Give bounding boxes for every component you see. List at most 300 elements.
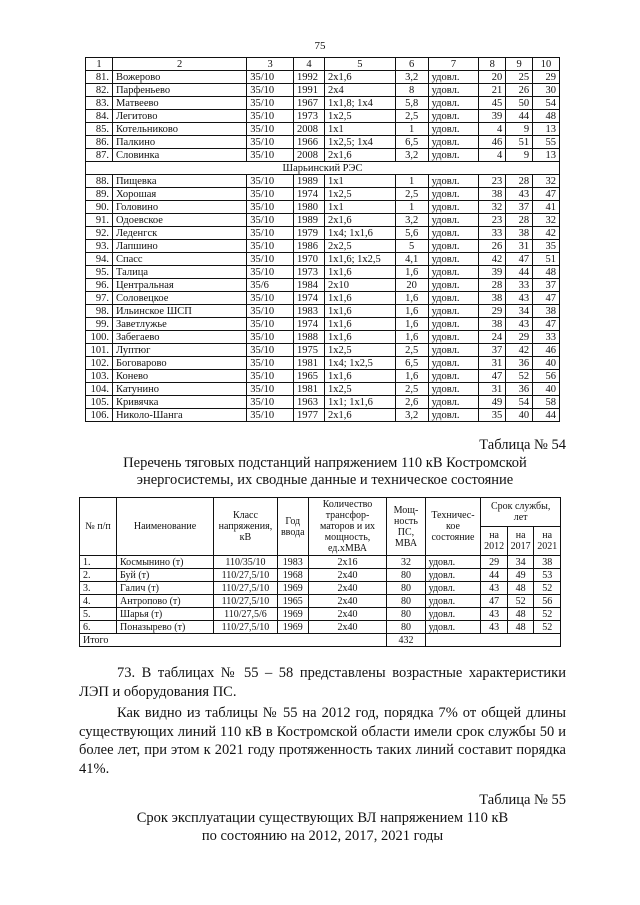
table-row (80, 569, 561, 582)
table-cell: Головино (112, 201, 246, 214)
table-cell: 2х1,6 (324, 149, 395, 162)
table-cell: 47 (481, 595, 508, 608)
table-cell: 82. (86, 84, 113, 97)
page-number: 75 (314, 40, 326, 52)
table-cell: 1,6 (395, 266, 428, 279)
table-row (86, 149, 560, 162)
table-cell: 1х1,8; 1х4 (324, 97, 395, 110)
table-cell: 110/27,5/10 (214, 595, 278, 608)
table-row (80, 621, 561, 634)
table-cell: 36 (506, 357, 533, 370)
table-cell: 29 (481, 556, 508, 569)
table-cell: 9 (506, 58, 533, 71)
table-cell: 92. (86, 227, 113, 240)
table-cell: 106. (86, 409, 113, 422)
table-cell: 98. (86, 305, 113, 318)
table-cell: 35/10 (247, 357, 294, 370)
table-cell: 1,6 (395, 370, 428, 383)
table-cell: 2х16 (308, 556, 387, 569)
table-cell: Космынино (т) (117, 556, 214, 569)
table-cell: 2х40 (308, 595, 387, 608)
table-cell: 1981 (293, 357, 324, 370)
table-cell: 35/10 (247, 370, 294, 383)
table-cell: 49 (507, 569, 534, 582)
table-cell: удовл. (428, 370, 479, 383)
table-cell: удовл. (428, 305, 479, 318)
table-cell: 48 (507, 582, 534, 595)
table-cell: 3,2 (395, 409, 428, 422)
table-cell: удовл. (425, 595, 481, 608)
table-cell: 37 (533, 279, 560, 292)
total-row (80, 634, 561, 647)
table-cell: 46 (533, 344, 560, 357)
table-cell: 25 (506, 71, 533, 84)
table-cell: 33 (506, 279, 533, 292)
table-cell: 44 (481, 569, 508, 582)
table-cell: 2х10 (324, 279, 395, 292)
table-cell: 1973 (293, 266, 324, 279)
table-cell: 95. (86, 266, 113, 279)
table-cell: 99. (86, 318, 113, 331)
table-cell: 5 (395, 240, 428, 253)
table-cell: 40 (533, 357, 560, 370)
table-cell: 8 (395, 84, 428, 97)
table-cell: удовл. (428, 214, 479, 227)
table-cell: 90. (86, 201, 113, 214)
table-cell: 47 (533, 318, 560, 331)
table-cell: удовл. (428, 136, 479, 149)
table-cell: 2х2,5 (324, 240, 395, 253)
table-row (86, 227, 560, 240)
substations-table-continued (85, 57, 560, 422)
table-cell: 43 (481, 621, 508, 634)
table-cell: 40 (506, 409, 533, 422)
table-cell: 35/10 (247, 97, 294, 110)
table-cell: 35/10 (247, 149, 294, 162)
table-cell: 35/10 (247, 123, 294, 136)
table-cell: 1981 (293, 383, 324, 396)
table-cell: 1974 (293, 292, 324, 305)
table-cell: Парфеньево (112, 84, 246, 97)
table-cell: 88. (86, 175, 113, 188)
table-cell: 55 (533, 136, 560, 149)
table-cell: 4 (293, 58, 324, 71)
table-cell: 43 (506, 292, 533, 305)
table-cell: 29 (479, 305, 506, 318)
table-cell: 56 (534, 595, 561, 608)
table-row (86, 409, 560, 422)
table-cell: 80 (387, 608, 425, 621)
table-row (86, 279, 560, 292)
table-cell: 1х1,6 (324, 305, 395, 318)
table-cell: 31 (506, 240, 533, 253)
table-cell: 80 (387, 621, 425, 634)
table-cell: 1989 (293, 214, 324, 227)
table-cell: 1х1 (324, 201, 395, 214)
table-cell: 100. (86, 331, 113, 344)
table-cell: 44 (506, 110, 533, 123)
table-cell: Шарья (т) (117, 608, 214, 621)
table-cell: 35/10 (247, 201, 294, 214)
table-cell: 35/10 (247, 227, 294, 240)
table-cell: Центральная (112, 279, 246, 292)
table-cell: 1х4; 1х2,5 (324, 357, 395, 370)
table-cell: удовл. (428, 331, 479, 344)
table-cell: 2х40 (308, 582, 387, 595)
table-cell: Буй (т) (117, 569, 214, 582)
table-cell: 91. (86, 214, 113, 227)
table-cell: 13 (533, 149, 560, 162)
table-cell: 34 (507, 556, 534, 569)
table-cell: 6. (80, 621, 117, 634)
table-cell: 3,2 (395, 149, 428, 162)
table-cell: удовл. (428, 292, 479, 305)
table-cell: Соловецкое (112, 292, 246, 305)
table-cell: 2х40 (308, 569, 387, 582)
col-state-header: Техничес-кое состояние (425, 498, 481, 556)
table-cell: 35 (479, 409, 506, 422)
table-cell: 26 (479, 240, 506, 253)
table-cell: 35/10 (247, 331, 294, 344)
table-cell: удовл. (428, 123, 479, 136)
table-cell: 83. (86, 97, 113, 110)
table-cell: 2х1,6 (324, 409, 395, 422)
table-cell: 52 (534, 621, 561, 634)
table-cell: удовл. (428, 201, 479, 214)
total-value: 432 (387, 634, 425, 647)
table-cell: 2х40 (308, 621, 387, 634)
table-cell: 35 (533, 240, 560, 253)
table-cell: 35/6 (247, 279, 294, 292)
table-cell: 80 (387, 569, 425, 582)
table-cell: 1965 (293, 370, 324, 383)
table-cell: 37 (479, 344, 506, 357)
table-cell: удовл. (428, 175, 479, 188)
table-54-label: Таблица № 54 (479, 437, 566, 453)
paragraph-73: 73. В таблицах № 55 – 58 представлены возрастные характеристики ЛЭП и оборудования ПС. (79, 665, 566, 700)
table-cell: 33 (479, 227, 506, 240)
table-cell: 101. (86, 344, 113, 357)
table-cell: 44 (506, 266, 533, 279)
table-cell: 56 (533, 370, 560, 383)
table-cell: 35/10 (247, 396, 294, 409)
table-cell: 38 (534, 556, 561, 569)
table-cell: Ильинское ШСП (112, 305, 246, 318)
table-cell: 47 (506, 253, 533, 266)
table-cell: 3,2 (395, 214, 428, 227)
table-cell: 3. (80, 582, 117, 595)
table-cell: 1х1,6 (324, 370, 395, 383)
table-cell: 1х2,5 (324, 110, 395, 123)
table-cell: 4 (479, 123, 506, 136)
table-cell: 94. (86, 253, 113, 266)
table-cell: 1х1; 1х1,6 (324, 396, 395, 409)
table-cell: 52 (506, 370, 533, 383)
table-cell: 42 (533, 227, 560, 240)
table-cell: 1 (395, 201, 428, 214)
table-cell: 102. (86, 357, 113, 370)
table-cell: Боговарово (112, 357, 246, 370)
table-cell: 5,8 (395, 97, 428, 110)
table-cell: 53 (534, 569, 561, 582)
table-cell: 10 (533, 58, 560, 71)
table-cell: удовл. (425, 582, 481, 595)
table-cell: 34 (506, 305, 533, 318)
table-row (86, 357, 560, 370)
table-cell: 51 (533, 253, 560, 266)
table-row (86, 292, 560, 305)
table-row (80, 595, 561, 608)
table-cell: 2,5 (395, 110, 428, 123)
table-55-title-line2: по состоянию на 2012, 2017, 2021 годы (201, 828, 444, 844)
table-cell: 38 (506, 227, 533, 240)
table-cell: 1986 (293, 240, 324, 253)
table-cell: 32 (533, 175, 560, 188)
table-cell: 48 (507, 608, 534, 621)
table-cell: 23 (479, 175, 506, 188)
table-cell: 52 (507, 595, 534, 608)
table-row (86, 136, 560, 149)
table-cell: 47 (533, 292, 560, 305)
table-cell: Вожерово (112, 71, 246, 84)
col-year-header: Год ввода (277, 498, 308, 556)
table-row (86, 331, 560, 344)
table-cell: удовл. (428, 227, 479, 240)
table-cell: 42 (506, 344, 533, 357)
table-cell: 6,5 (395, 136, 428, 149)
table-cell: удовл. (428, 383, 479, 396)
table-cell: 28 (506, 175, 533, 188)
table-cell: Забегаево (112, 331, 246, 344)
table-cell: 35/10 (247, 214, 294, 227)
traction-substations-table (79, 497, 561, 647)
table-cell: 20 (395, 279, 428, 292)
table-cell: удовл. (428, 188, 479, 201)
table-cell: 35/10 (247, 253, 294, 266)
col-2017-header: на 2017 (507, 527, 534, 556)
table-54-title: Перечень тяговых подстанций напряжением 110 кВ Костромской энергосистемы, их сводные данные и техническое состояние (123, 455, 527, 488)
table-cell: 2х1,6 (324, 214, 395, 227)
table-cell: 21 (479, 84, 506, 97)
table-cell: удовл. (428, 409, 479, 422)
table-cell: 29 (506, 331, 533, 344)
table-cell: 35/10 (247, 136, 294, 149)
table-cell: 1х1,6; 1х2,5 (324, 253, 395, 266)
table-cell: 86. (86, 136, 113, 149)
table-row (86, 123, 560, 136)
table-cell: Пищевка (112, 175, 246, 188)
table-cell: 38 (533, 305, 560, 318)
table-cell: 35/10 (247, 318, 294, 331)
table-row (86, 383, 560, 396)
table-cell: 9 (506, 123, 533, 136)
table-cell: Луптюг (112, 344, 246, 357)
table-cell: 30 (533, 84, 560, 97)
table-cell: 1991 (293, 84, 324, 97)
table-cell: 110/27,5/10 (214, 569, 278, 582)
table-cell: 37 (506, 201, 533, 214)
table-cell: 1х4; 1х1,6 (324, 227, 395, 240)
col-count-header: Количество трансфор-маторов и их мощность, ед.хМВА (308, 498, 387, 556)
table-cell: 46 (479, 136, 506, 149)
table-cell: Кривячка (112, 396, 246, 409)
table-cell: 49 (479, 396, 506, 409)
table-cell: 2008 (293, 123, 324, 136)
table-cell: 3,2 (395, 71, 428, 84)
table-cell: 5 (324, 58, 395, 71)
table-cell: удовл. (428, 110, 479, 123)
table-cell: 33 (533, 331, 560, 344)
table-cell: Палкино (112, 136, 246, 149)
table-cell: 43 (481, 582, 508, 595)
table-55-title-line1: Срок эксплуатации существующих ВЛ напряжением 110 кВ (136, 810, 509, 826)
table-cell: 1989 (293, 175, 324, 188)
table-cell: 54 (533, 97, 560, 110)
col-power-header: Мощ-ность ПС, МВА (387, 498, 425, 556)
table-cell: 48 (533, 266, 560, 279)
table-cell: 38 (479, 292, 506, 305)
table-cell: Одоевское (112, 214, 246, 227)
table-cell: 1,6 (395, 305, 428, 318)
table-cell: 28 (506, 214, 533, 227)
table-cell: 39 (479, 266, 506, 279)
table-row (80, 608, 561, 621)
table-cell: 2,5 (395, 383, 428, 396)
table-cell: 1965 (277, 595, 308, 608)
section-row (86, 162, 560, 175)
table-cell: 97. (86, 292, 113, 305)
col-num-header: № п/п (80, 498, 117, 556)
table-cell: Котельниково (112, 123, 246, 136)
table-cell: Спасс (112, 253, 246, 266)
table-cell: удовл. (428, 396, 479, 409)
table-row (86, 214, 560, 227)
table-cell: 35/10 (247, 266, 294, 279)
table-cell: 32 (533, 214, 560, 227)
table-cell: 1 (86, 58, 113, 71)
table-row (86, 110, 560, 123)
table-cell: 1х1,6 (324, 292, 395, 305)
table-cell: 110/27,5/10 (214, 621, 278, 634)
table-cell: 87. (86, 149, 113, 162)
table-cell: 51 (506, 136, 533, 149)
table-cell: Заветлужье (112, 318, 246, 331)
table-cell: 1969 (277, 608, 308, 621)
col-class-header: Класс напряжения, кВ (214, 498, 278, 556)
table-cell: удовл. (428, 97, 479, 110)
table-cell: 28 (479, 279, 506, 292)
table-cell: 40 (533, 383, 560, 396)
table-cell: 1969 (277, 621, 308, 634)
table-cell: Антропово (т) (117, 595, 214, 608)
table-cell: удовл. (428, 266, 479, 279)
table-cell: 52 (534, 582, 561, 595)
table-cell: 89. (86, 188, 113, 201)
table-cell: 110/35/10 (214, 556, 278, 569)
table-cell: 6,5 (395, 357, 428, 370)
table-cell: 35/10 (247, 292, 294, 305)
table-cell: 110/27,5/10 (214, 582, 278, 595)
table-cell: 38 (479, 188, 506, 201)
table-cell: удовл. (428, 318, 479, 331)
table-cell: 47 (479, 370, 506, 383)
table-cell: 4 (479, 149, 506, 162)
table-cell: 6 (395, 58, 428, 71)
table-cell: Лапшино (112, 240, 246, 253)
table-cell: 4,1 (395, 253, 428, 266)
table-cell: 58 (533, 396, 560, 409)
table-cell: Поназырево (т) (117, 621, 214, 634)
table-cell: 35/10 (247, 344, 294, 357)
table-cell: 48 (507, 621, 534, 634)
table-cell: 45 (479, 97, 506, 110)
table-cell: 2,5 (395, 344, 428, 357)
table-cell: удовл. (425, 556, 481, 569)
table-row (86, 97, 560, 110)
table-cell: удовл. (428, 344, 479, 357)
table-cell: 13 (533, 123, 560, 136)
table-cell: 84. (86, 110, 113, 123)
table-cell: 35/10 (247, 175, 294, 188)
table-cell: удовл. (425, 569, 481, 582)
table-cell: 43 (481, 608, 508, 621)
col-2021-header: на 2021 (534, 527, 561, 556)
table-cell: 81. (86, 71, 113, 84)
table-row (80, 556, 561, 569)
table-row (86, 318, 560, 331)
col-service-header: Срок службы, лет (481, 498, 561, 527)
col-2012-header: на 2012 (481, 527, 508, 556)
table-row (86, 305, 560, 318)
table-cell: 2,6 (395, 396, 428, 409)
table-cell: 1969 (277, 582, 308, 595)
table-cell: 110/27,5/6 (214, 608, 278, 621)
table-cell: 85. (86, 123, 113, 136)
table-cell: удовл. (428, 149, 479, 162)
table-cell: 35/10 (247, 71, 294, 84)
table-cell: 2х40 (308, 608, 387, 621)
table-cell: Легитово (112, 110, 246, 123)
table-cell: 1983 (293, 305, 324, 318)
table-cell: 1,6 (395, 318, 428, 331)
table-cell: 32 (387, 556, 425, 569)
table-cell: Словинка (112, 149, 246, 162)
table-cell: 32 (479, 201, 506, 214)
table-cell: 54 (506, 396, 533, 409)
table-cell: Талица (112, 266, 246, 279)
table-cell: 2 (112, 58, 246, 71)
table-row (86, 396, 560, 409)
table-cell: 31 (479, 357, 506, 370)
table-cell: Конево (112, 370, 246, 383)
table-cell: 7 (428, 58, 479, 71)
table-cell: удовл. (425, 621, 481, 634)
table-cell: 35/10 (247, 84, 294, 97)
total-label: Итого (80, 634, 387, 647)
table-cell: 35/10 (247, 305, 294, 318)
table-cell: 1970 (293, 253, 324, 266)
table-row (86, 370, 560, 383)
table-cell: 3 (247, 58, 294, 71)
table-cell: 35/10 (247, 383, 294, 396)
table-cell: удовл. (428, 240, 479, 253)
table-cell: 1х1,6 (324, 318, 395, 331)
table-cell: 1966 (293, 136, 324, 149)
col-name-header: Наименование (117, 498, 214, 556)
table-cell: 29 (533, 71, 560, 84)
table-row (80, 582, 561, 595)
table-cell: 2х4 (324, 84, 395, 97)
